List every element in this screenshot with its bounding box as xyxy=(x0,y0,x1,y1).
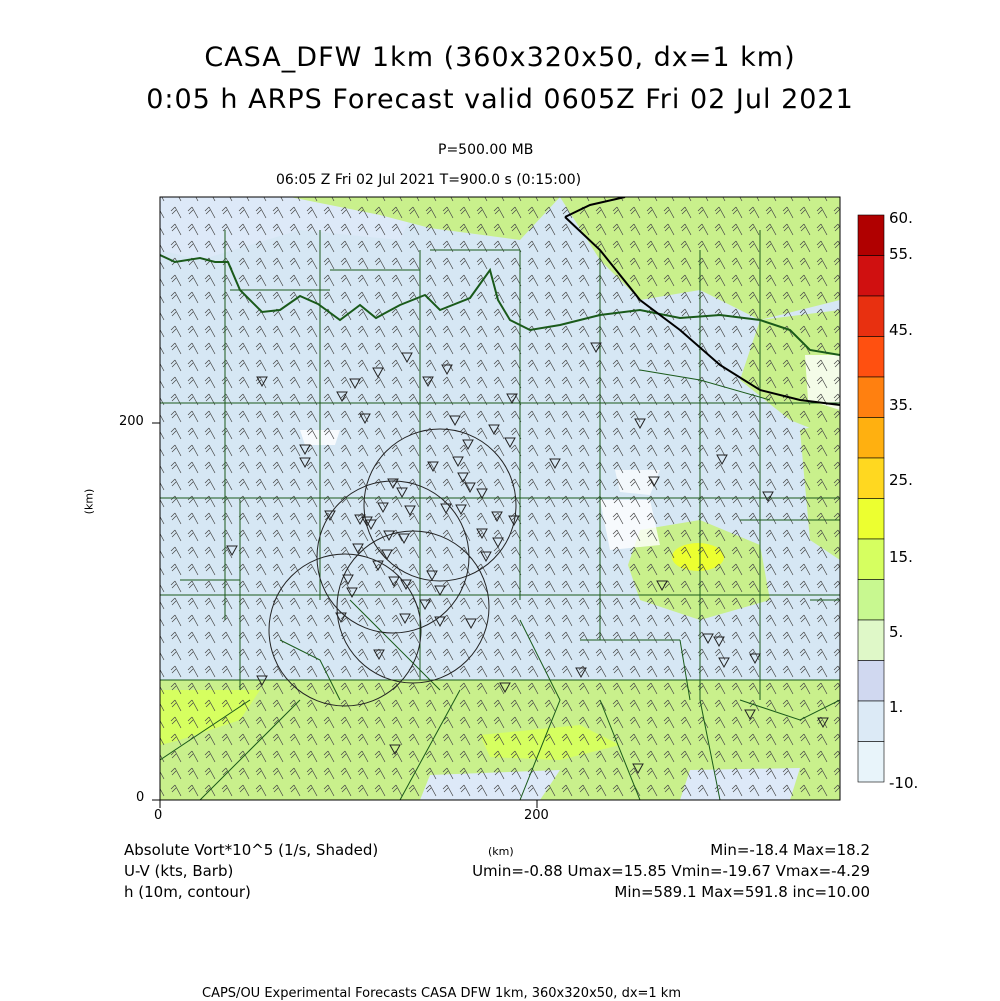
colorbar-swatch xyxy=(858,580,884,621)
colorbar xyxy=(858,215,884,782)
x-axis-label: (km) xyxy=(488,845,514,858)
colorbar-label: 55. xyxy=(889,245,913,263)
colorbar-swatch xyxy=(858,256,884,297)
colorbar-swatch xyxy=(858,539,884,580)
colorbar-swatch xyxy=(858,337,884,378)
colorbar-label: 60. xyxy=(889,209,913,227)
y-tick-0: 0 xyxy=(136,790,145,805)
colorbar-label: 5. xyxy=(889,623,904,641)
colorbar-label: 35. xyxy=(889,396,913,414)
colorbar-swatch xyxy=(858,215,884,256)
colorbar-label: 1. xyxy=(889,698,904,716)
x-tick-200: 200 xyxy=(524,808,549,823)
colorbar-swatch xyxy=(858,499,884,540)
legend-stat-vorticity: Min=-18.4 Max=18.2 xyxy=(710,841,870,859)
colorbar-swatch xyxy=(858,458,884,499)
colorbar-label: 15. xyxy=(889,548,913,566)
legend-stat-height: Min=589.1 Max=591.8 inc=10.00 xyxy=(614,883,870,901)
legend-field-height: h (10m, contour) xyxy=(124,883,251,901)
legend-field-vorticity: Absolute Vort*10^5 (1/s, Shaded) xyxy=(124,841,379,859)
y-tick-200: 200 xyxy=(119,414,144,429)
colorbar-swatch xyxy=(858,377,884,418)
colorbar-swatch xyxy=(858,661,884,702)
colorbar-swatch xyxy=(858,418,884,459)
colorbar-label: 45. xyxy=(889,321,913,339)
title-line-1: CASA_DFW 1km (360x320x50, dx=1 km) xyxy=(204,42,796,73)
colorbar-swatch xyxy=(858,701,884,742)
title-line-2: 0:05 h ARPS Forecast valid 0605Z Fri 02 Jul 2021 xyxy=(146,84,854,115)
x-tick-0: 0 xyxy=(154,808,163,823)
colorbar-swatch xyxy=(858,742,884,783)
colorbar-swatch xyxy=(858,296,884,337)
colorbar-label: 25. xyxy=(889,471,913,489)
legend-field-wind: U-V (kts, Barb) xyxy=(124,862,234,880)
level-label: P=500.00 MB xyxy=(438,142,534,158)
colorbar-label: -10. xyxy=(889,774,919,792)
legend-stat-wind: Umin=-0.88 Umax=15.85 Vmin=-19.67 Vmax=-4.29 xyxy=(472,862,870,880)
colorbar-swatch xyxy=(858,620,884,661)
y-axis-label: (km) xyxy=(82,488,96,515)
time-label: 06:05 Z Fri 02 Jul 2021 T=900.0 s (0:15:00) xyxy=(276,172,582,188)
footer-credit: CAPS/OU Experimental Forecasts CASA DFW 1km, 360x320x50, dx=1 km xyxy=(202,986,682,1001)
